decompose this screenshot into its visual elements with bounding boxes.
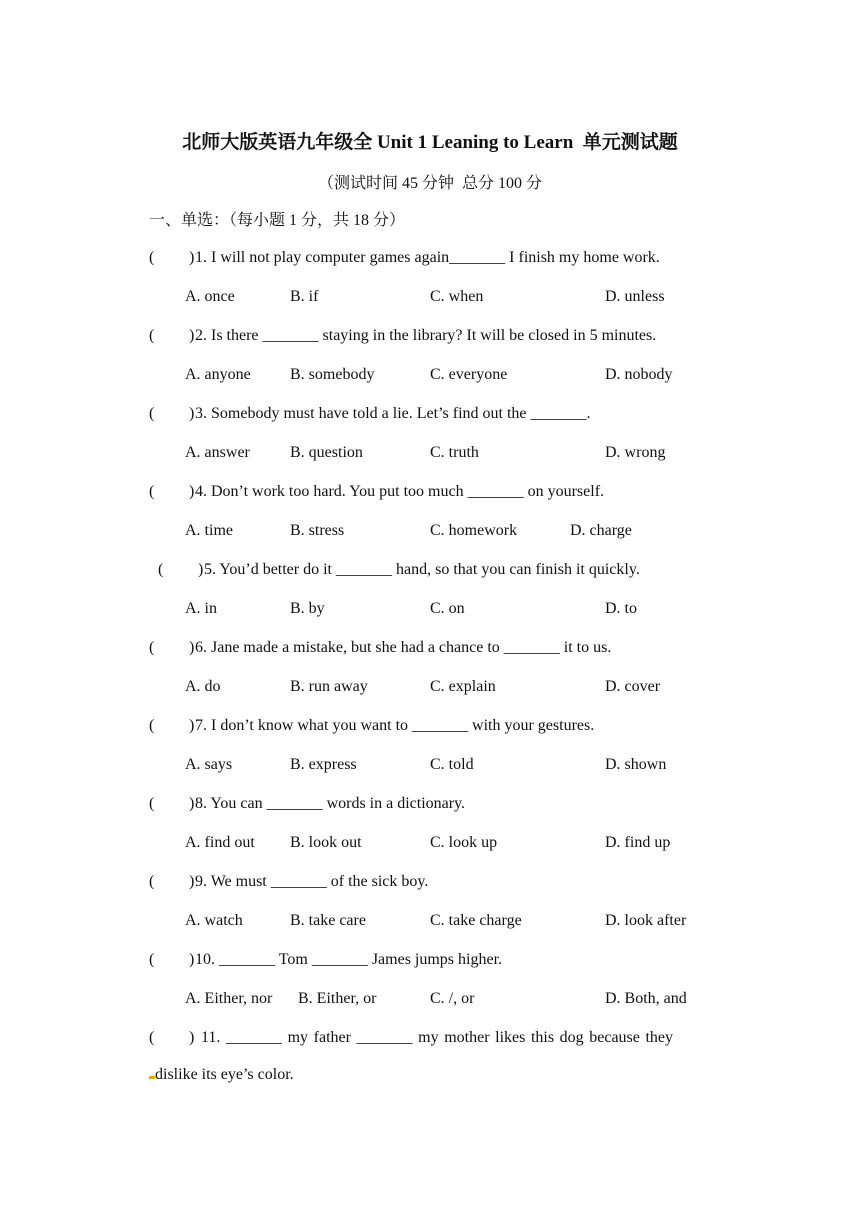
test-info: （测试时间 45 分钟 总分 100 分 — [317, 175, 542, 192]
answer-blank[interactable] — [149, 636, 195, 660]
options-row — [0, 675, 860, 699]
answer-blank[interactable] — [149, 948, 195, 972]
option-c[interactable]: C. /, or — [430, 990, 475, 1007]
options-row — [0, 285, 860, 309]
options-row — [0, 363, 860, 387]
option-a[interactable]: A. watch — [185, 912, 243, 929]
question-text: 10. _______ Tom _______ James jumps higher. — [195, 951, 503, 968]
option-d[interactable]: D. unless — [605, 288, 665, 305]
option-b[interactable]: B. somebody — [290, 366, 375, 383]
paren-close: ) — [189, 639, 195, 656]
answer-blank[interactable] — [149, 870, 195, 894]
question-text: 7. I don’t know what you want to _______ with your gestures. — [195, 717, 595, 734]
option-c[interactable]: C. when — [430, 288, 484, 305]
options-row — [0, 597, 860, 621]
option-b[interactable]: B. Either, or — [298, 990, 377, 1007]
option-d[interactable]: D. find up — [605, 834, 671, 851]
answer-blank[interactable] — [149, 714, 195, 738]
option-b[interactable]: B. by — [290, 600, 325, 617]
option-a[interactable]: A. find out — [185, 834, 255, 851]
question-2 — [149, 324, 715, 348]
section-heading: 一、单选：（每小题 1 分，共 18 分） — [149, 212, 406, 229]
paren-close: ) — [189, 249, 195, 266]
option-c[interactable]: C. told — [430, 756, 474, 773]
paren-close: ) — [189, 1029, 195, 1046]
option-d[interactable]: D. look after — [605, 912, 687, 929]
answer-blank[interactable] — [149, 324, 195, 348]
option-c[interactable]: C. on — [430, 600, 465, 617]
paren-close: ) — [198, 561, 204, 578]
option-d[interactable]: D. Both, and — [605, 990, 687, 1007]
option-b[interactable]: B. take care — [290, 912, 366, 929]
answer-blank[interactable] — [149, 1026, 195, 1050]
question-4 — [149, 480, 715, 504]
option-a[interactable]: A. once — [185, 288, 235, 305]
option-d[interactable]: D. to — [605, 600, 637, 617]
question-9 — [149, 870, 715, 894]
question-1 — [149, 246, 715, 270]
paren-close: ) — [189, 483, 195, 500]
question-text: 3. Somebody must have told a lie. Let’s find out the _______. — [195, 405, 591, 422]
paren-close: ) — [189, 717, 195, 734]
question-text: 2. Is there _______ staying in the library? It will be closed in 5 minutes. — [195, 327, 657, 344]
question-text: 4. Don’t work too hard. You put too much _______ on yourself. — [195, 483, 605, 500]
paren-open: ( — [158, 561, 164, 578]
paren-close: ) — [189, 951, 195, 968]
paren-open: ( — [149, 327, 155, 344]
page-title: 北师大版英语九年级全 Unit 1 Leaning to Learn 单元测试题 — [182, 132, 678, 153]
option-b[interactable]: B. stress — [290, 522, 345, 539]
paren-close: ) — [189, 327, 195, 344]
option-d[interactable]: D. nobody — [605, 366, 673, 383]
paren-open: ( — [149, 483, 155, 500]
paren-open: ( — [149, 951, 155, 968]
option-b[interactable]: B. express — [290, 756, 357, 773]
question-6 — [149, 636, 715, 660]
continuation-text: dislike its eye’s color. — [155, 1066, 294, 1083]
question-11-continuation — [149, 1066, 294, 1084]
question-11 — [149, 1026, 715, 1050]
option-a[interactable]: A. Either, nor — [185, 990, 273, 1007]
option-c[interactable]: C. everyone — [430, 366, 508, 383]
paren-open: ( — [149, 249, 155, 266]
question-text: 1. I will not play computer games again_______ I finish my home work. — [195, 249, 660, 266]
paren-open: ( — [149, 795, 155, 812]
options-row — [0, 519, 860, 543]
paren-open: ( — [149, 405, 155, 422]
option-c[interactable]: C. explain — [430, 678, 496, 695]
answer-blank[interactable] — [149, 246, 195, 270]
option-a[interactable]: A. anyone — [185, 366, 251, 383]
answer-blank[interactable] — [149, 792, 195, 816]
question-7 — [149, 714, 715, 738]
answer-blank[interactable] — [149, 480, 195, 504]
option-a[interactable]: A. answer — [185, 444, 250, 461]
question-3 — [149, 402, 715, 426]
option-b[interactable]: B. question — [290, 444, 363, 461]
option-b[interactable]: B. if — [290, 288, 319, 305]
question-text: 5. You’d better do it _______ hand, so that you can finish it quickly. — [204, 561, 640, 578]
paren-open: ( — [149, 1029, 155, 1046]
option-c[interactable]: C. look up — [430, 834, 498, 851]
question-text: 9. We must _______ of the sick boy. — [195, 873, 429, 890]
paren-open: ( — [149, 873, 155, 890]
options-row — [0, 831, 860, 855]
answer-blank[interactable] — [149, 402, 195, 426]
question-text: 8. You can _______ words in a dictionary. — [195, 795, 466, 812]
option-c[interactable]: C. truth — [430, 444, 479, 461]
options-row — [0, 987, 860, 1011]
option-d[interactable]: D. shown — [605, 756, 667, 773]
option-d[interactable]: D. wrong — [605, 444, 666, 461]
option-d[interactable]: D. charge — [570, 522, 632, 539]
question-text: 11. _______ my father _______ my mother likes this dog because they — [201, 1029, 674, 1046]
paren-close: ) — [189, 873, 195, 890]
question-8 — [149, 792, 715, 816]
option-a[interactable]: A. says — [185, 756, 233, 773]
option-b[interactable]: B. run away — [290, 678, 368, 695]
paren-open: ( — [149, 639, 155, 656]
paren-close: ) — [189, 405, 195, 422]
options-row — [0, 909, 860, 933]
options-row — [0, 441, 860, 465]
question-10 — [149, 948, 715, 972]
option-c[interactable]: C. take charge — [430, 912, 522, 929]
option-c[interactable]: C. homework — [430, 522, 518, 539]
paren-open: ( — [149, 717, 155, 734]
option-a[interactable]: A. time — [185, 522, 233, 539]
option-b[interactable]: B. look out — [290, 834, 362, 851]
answer-blank[interactable] — [158, 558, 204, 582]
paren-close: ) — [189, 795, 195, 812]
question-5 — [158, 558, 715, 582]
option-a[interactable]: A. do — [185, 678, 221, 695]
option-a[interactable]: A. in — [185, 600, 217, 617]
option-d[interactable]: D. cover — [605, 678, 661, 695]
options-row — [0, 753, 860, 777]
question-text: 6. Jane made a mistake, but she had a chance to _______ it to us. — [195, 639, 612, 656]
